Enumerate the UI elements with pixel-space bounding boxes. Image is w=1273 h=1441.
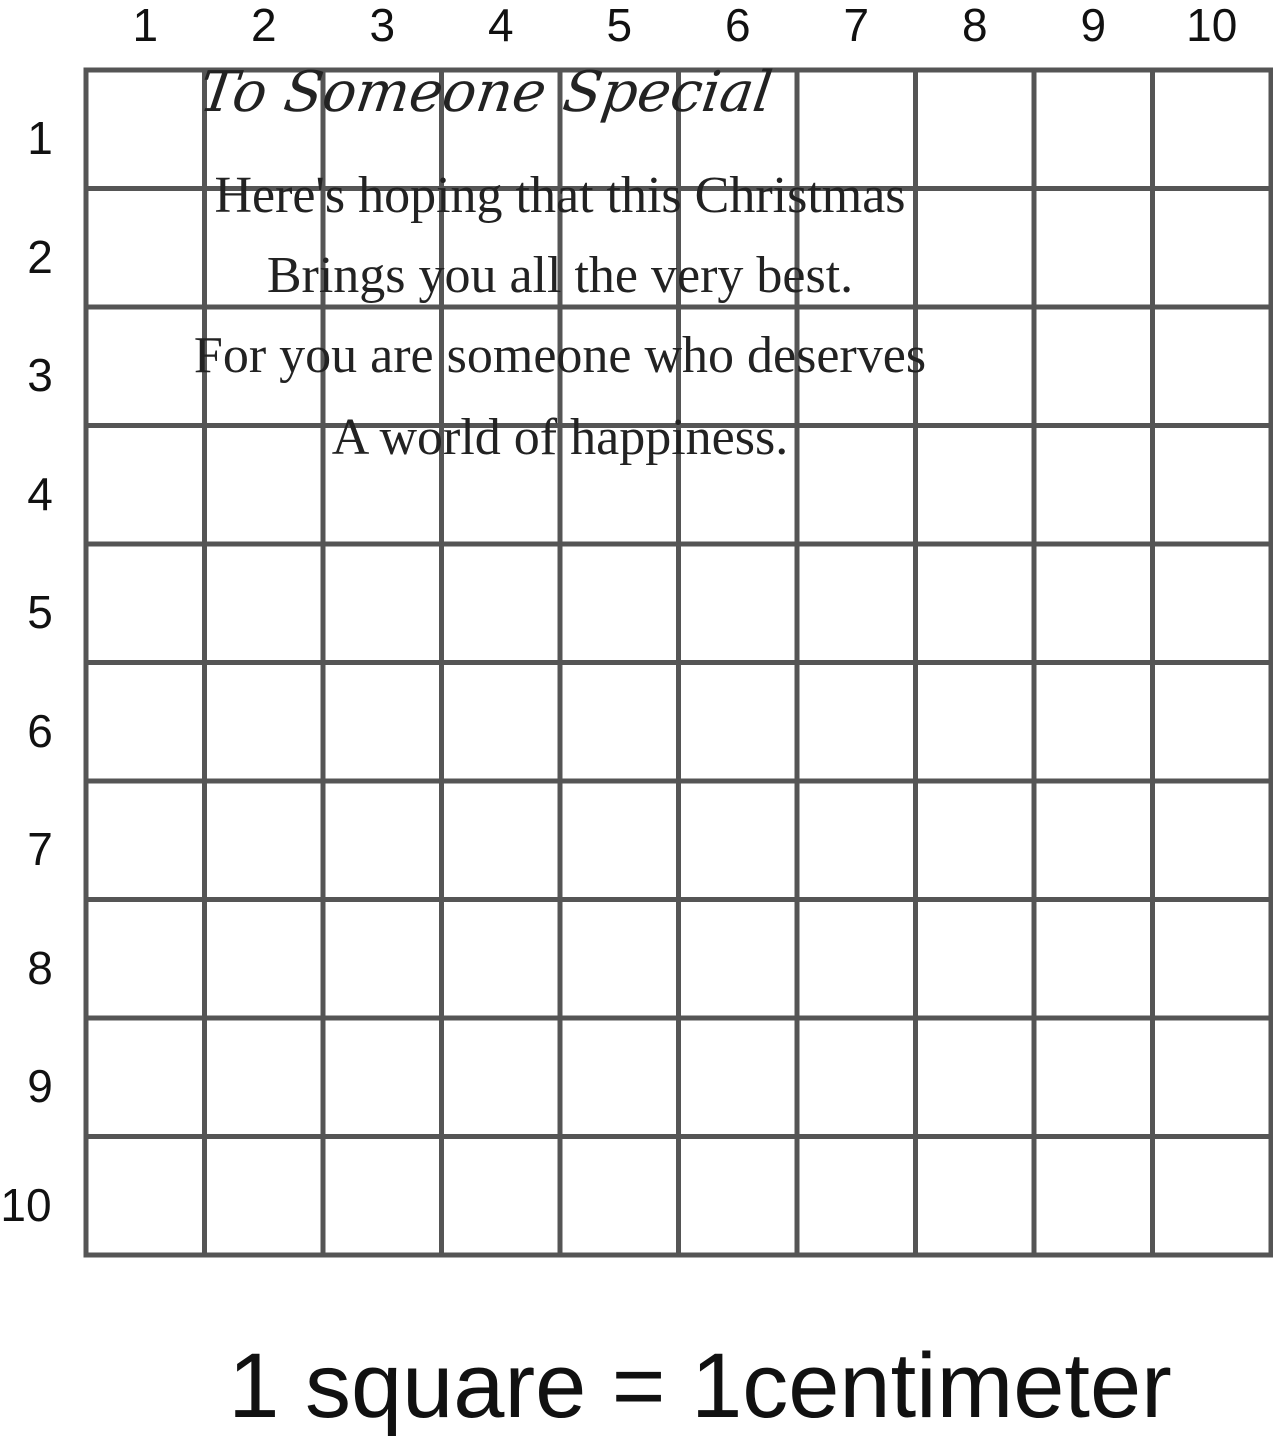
row-label: 9 bbox=[27, 1060, 53, 1113]
row-label: 10 bbox=[0, 1178, 52, 1231]
column-label: 3 bbox=[369, 0, 396, 51]
row-label: 8 bbox=[27, 941, 53, 994]
verse-line: Here's hoping that this Christmas bbox=[214, 167, 906, 224]
column-label: 2 bbox=[250, 0, 277, 51]
row-label: 1 bbox=[27, 112, 53, 165]
row-label: 3 bbox=[27, 349, 53, 402]
column-label: 9 bbox=[1080, 0, 1107, 51]
row-label: 7 bbox=[27, 823, 53, 876]
column-label: 10 bbox=[1186, 0, 1238, 51]
row-label: 6 bbox=[27, 704, 53, 757]
column-label: 6 bbox=[724, 0, 751, 51]
card-title: To Someone Special bbox=[195, 60, 777, 125]
row-label: 2 bbox=[27, 230, 53, 283]
scale-note: 1 square = 1centimeter bbox=[228, 1335, 1172, 1437]
column-label: 4 bbox=[487, 0, 514, 51]
verse-line: A world of happiness. bbox=[331, 409, 789, 466]
column-label: 1 bbox=[132, 0, 159, 51]
row-label: 5 bbox=[27, 586, 53, 639]
column-label: 8 bbox=[961, 0, 988, 51]
verse-line: Brings you all the very best. bbox=[266, 247, 854, 304]
verse-line: For you are someone who deserves bbox=[193, 327, 927, 384]
column-label: 7 bbox=[843, 0, 870, 51]
column-label: 5 bbox=[606, 0, 633, 51]
row-label: 4 bbox=[27, 467, 53, 520]
